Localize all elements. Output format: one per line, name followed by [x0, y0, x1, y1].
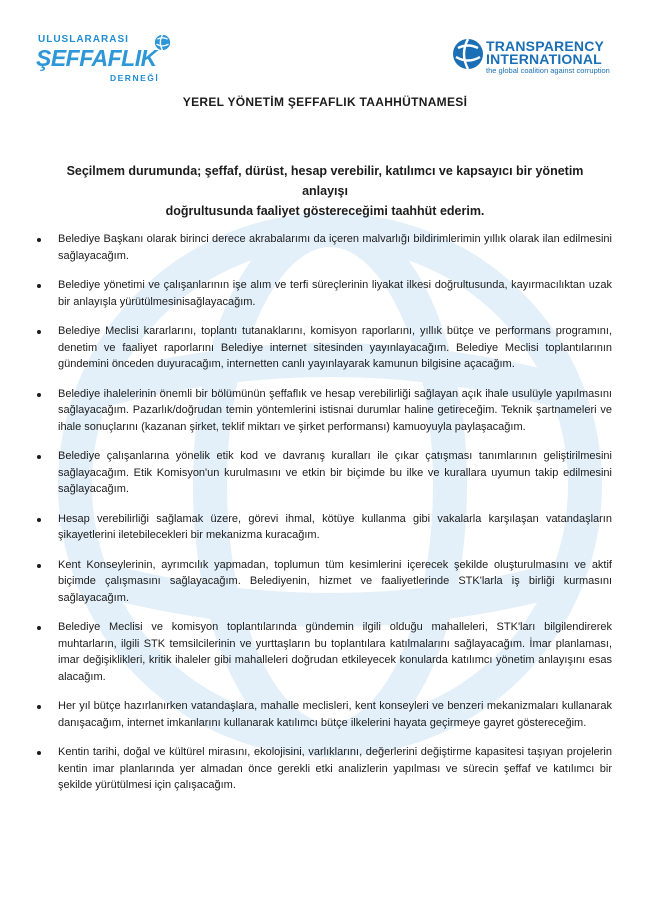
- page-title: YEREL YÖNETİM ŞEFFAFLIK TAAHHÜTNAMESİ: [182, 95, 468, 109]
- transparency-international-logo: [452, 38, 622, 78]
- bullet-icon: [37, 455, 41, 459]
- list-item-text: Her yıl bütçe hazırlanırken vatandaşlara, mahalle meclisleri, kent konseyleri ve benzeri mekanizmaları kullanarak danışacağım, internet imkanlarını kullanarak katılımcı bütçe ilkelerini hayata geçirmeye gayret göstereceğim.: [58, 700, 612, 729]
- list-item-text: Kentin tarihi, doğal ve kültürel mirasını, ekolojisini, varlıklarını, değerlerini değiştirme kapasitesi taşıyan projelerin kentin imar planlarında yer almadan önce gerekli etki analizlerin yapılması ve sürecin şeffaf ve katılımcı bir şekilde yürütülmesi için çalışacağım.: [58, 746, 612, 791]
- logo-left-line1: ULUSLARARASI: [38, 34, 129, 45]
- pledge-intro-line1: Seçilmem durumunda; şeffaf, dürüst, hesap verebilir, katılımcı ve kapsayıcı bir yönetim anlayışı: [66, 164, 584, 198]
- logo-left-line2: ŞEFFAFLIK: [36, 45, 157, 71]
- bullet-icon: [37, 238, 41, 242]
- list-item: [0, 698, 650, 731]
- bullet-icon: [37, 518, 41, 522]
- logo-right-line2: INTERNATIONAL: [486, 51, 602, 67]
- bullet-icon: [37, 284, 41, 288]
- list-item: [0, 386, 650, 436]
- bullet-icon: [37, 393, 41, 397]
- pledge-list: [0, 231, 650, 807]
- globe-icon: [154, 34, 171, 51]
- list-item-text: Belediye çalışanlarına yönelik etik kod ve davranış kuralları ile çıkar çatışması tanımlarının geliştirilmesini sağlayacağım. Etik Komisyon'un kurulmasını ve etkin bir biçimde bu ilke ve kurallara uyumun takip edilmesini sağlayacağım.: [58, 450, 612, 495]
- list-item-text: Belediye Meclisi ve komisyon toplantılarında gündemin ilgili olduğu mahalleleri, STK'ları bilgilendirerek muhtarların, ilgili STK temsilcilerinin ve yurttaşların bu toplantılara katılmalarını sağlayacağım. İmar planlaması, imar değişiklikleri, kritik ihaleler gibi mahalleleri doğrudan etkileyecek konularda katılımcı yönetim anlayışını esas alacağım.: [58, 621, 612, 683]
- list-item-text: Belediye Başkanı olarak birinci derece akrabalarımı da içeren malvarlığı bildirimlerimin yıllık olarak ilan edilmesini sağlayacağım.: [58, 233, 612, 262]
- pledge-intro: [60, 161, 590, 221]
- list-item-text: Belediye ihalelerinin önemli bir bölümünün şeffaflık ve hesap verebilirliği sağlayan açık ihale usulüyle yapılmasını sağlayacağım. Pazarlık/doğrudan temin yöntemlerini istisnai durumlar haline getireceğim. Teknik şartnameleri ve ihale sonuçlarını (kazanan şirket, teklif miktarı ve şirket performansı) kamuoyuyla paylaşacağım.: [58, 387, 612, 433]
- list-item-text: Belediye yönetimi ve çalışanlarının işe alım ve terfi süreçlerinin liyakat ilkesi doğrultusunda, kayırmacılıktan uzak bir anlayışla yürütülmesinisağlayacağım.: [58, 279, 612, 308]
- bullet-icon: [37, 705, 41, 709]
- bullet-icon: [37, 751, 41, 755]
- list-item: [0, 448, 650, 498]
- list-item: [0, 511, 650, 544]
- list-item: [0, 231, 650, 264]
- logo-right-tagline: the global coalition against corruption: [486, 66, 610, 75]
- letterhead: [0, 0, 650, 90]
- list-item: [0, 557, 650, 607]
- bullet-icon: [37, 626, 41, 630]
- list-item: [0, 323, 650, 373]
- pledge-intro-line2: doğrultusunda faaliyet göstereceğimi taahhüt ederim.: [165, 204, 485, 218]
- logo-right-line1: TRANSPARENCY: [486, 38, 605, 54]
- list-item-text: Belediye Meclisi kararlarını, toplantı tutanaklarını, komisyon raporlarını, yıllık bütçe ve performans programını, denetim ve faaliyet raporlarını Belediye internet sitesinden yayınlayacağım. Belediye Meclisi toplantılarının gündemini önceden duyuracağım, internetten canlı yayınlayarak kamunun bilgisine açacağım.: [58, 325, 612, 370]
- list-item-text: Hesap verebilirliği sağlamak üzere, görevi ihmal, kötüye kullanma gibi vakalarla karşılaşan vatandaşların şikayetlerini iletebilecekleri bir mekanizma kuracağım.: [58, 512, 612, 541]
- bullet-icon: [37, 330, 41, 334]
- bullet-icon: [37, 564, 41, 568]
- list-item: [0, 619, 650, 685]
- list-item: [0, 744, 650, 794]
- globe-icon: [452, 38, 484, 70]
- logo-left-line3: DERNEĞİ: [110, 73, 160, 83]
- list-item-text: Kent Konseylerinin, ayrımcılık yapmadan, toplumun tüm kesimlerini içerecek şekilde oluşturulmasını ve aktif biçimde çalışmasını sağlayacağım. Belediyenin, hizmet ve faaliyetlerinde STK'larla iş birliği kurmasını sağlayacağım.: [58, 558, 612, 604]
- seffaflik-dernegi-logo: [36, 34, 176, 82]
- list-item: [0, 277, 650, 310]
